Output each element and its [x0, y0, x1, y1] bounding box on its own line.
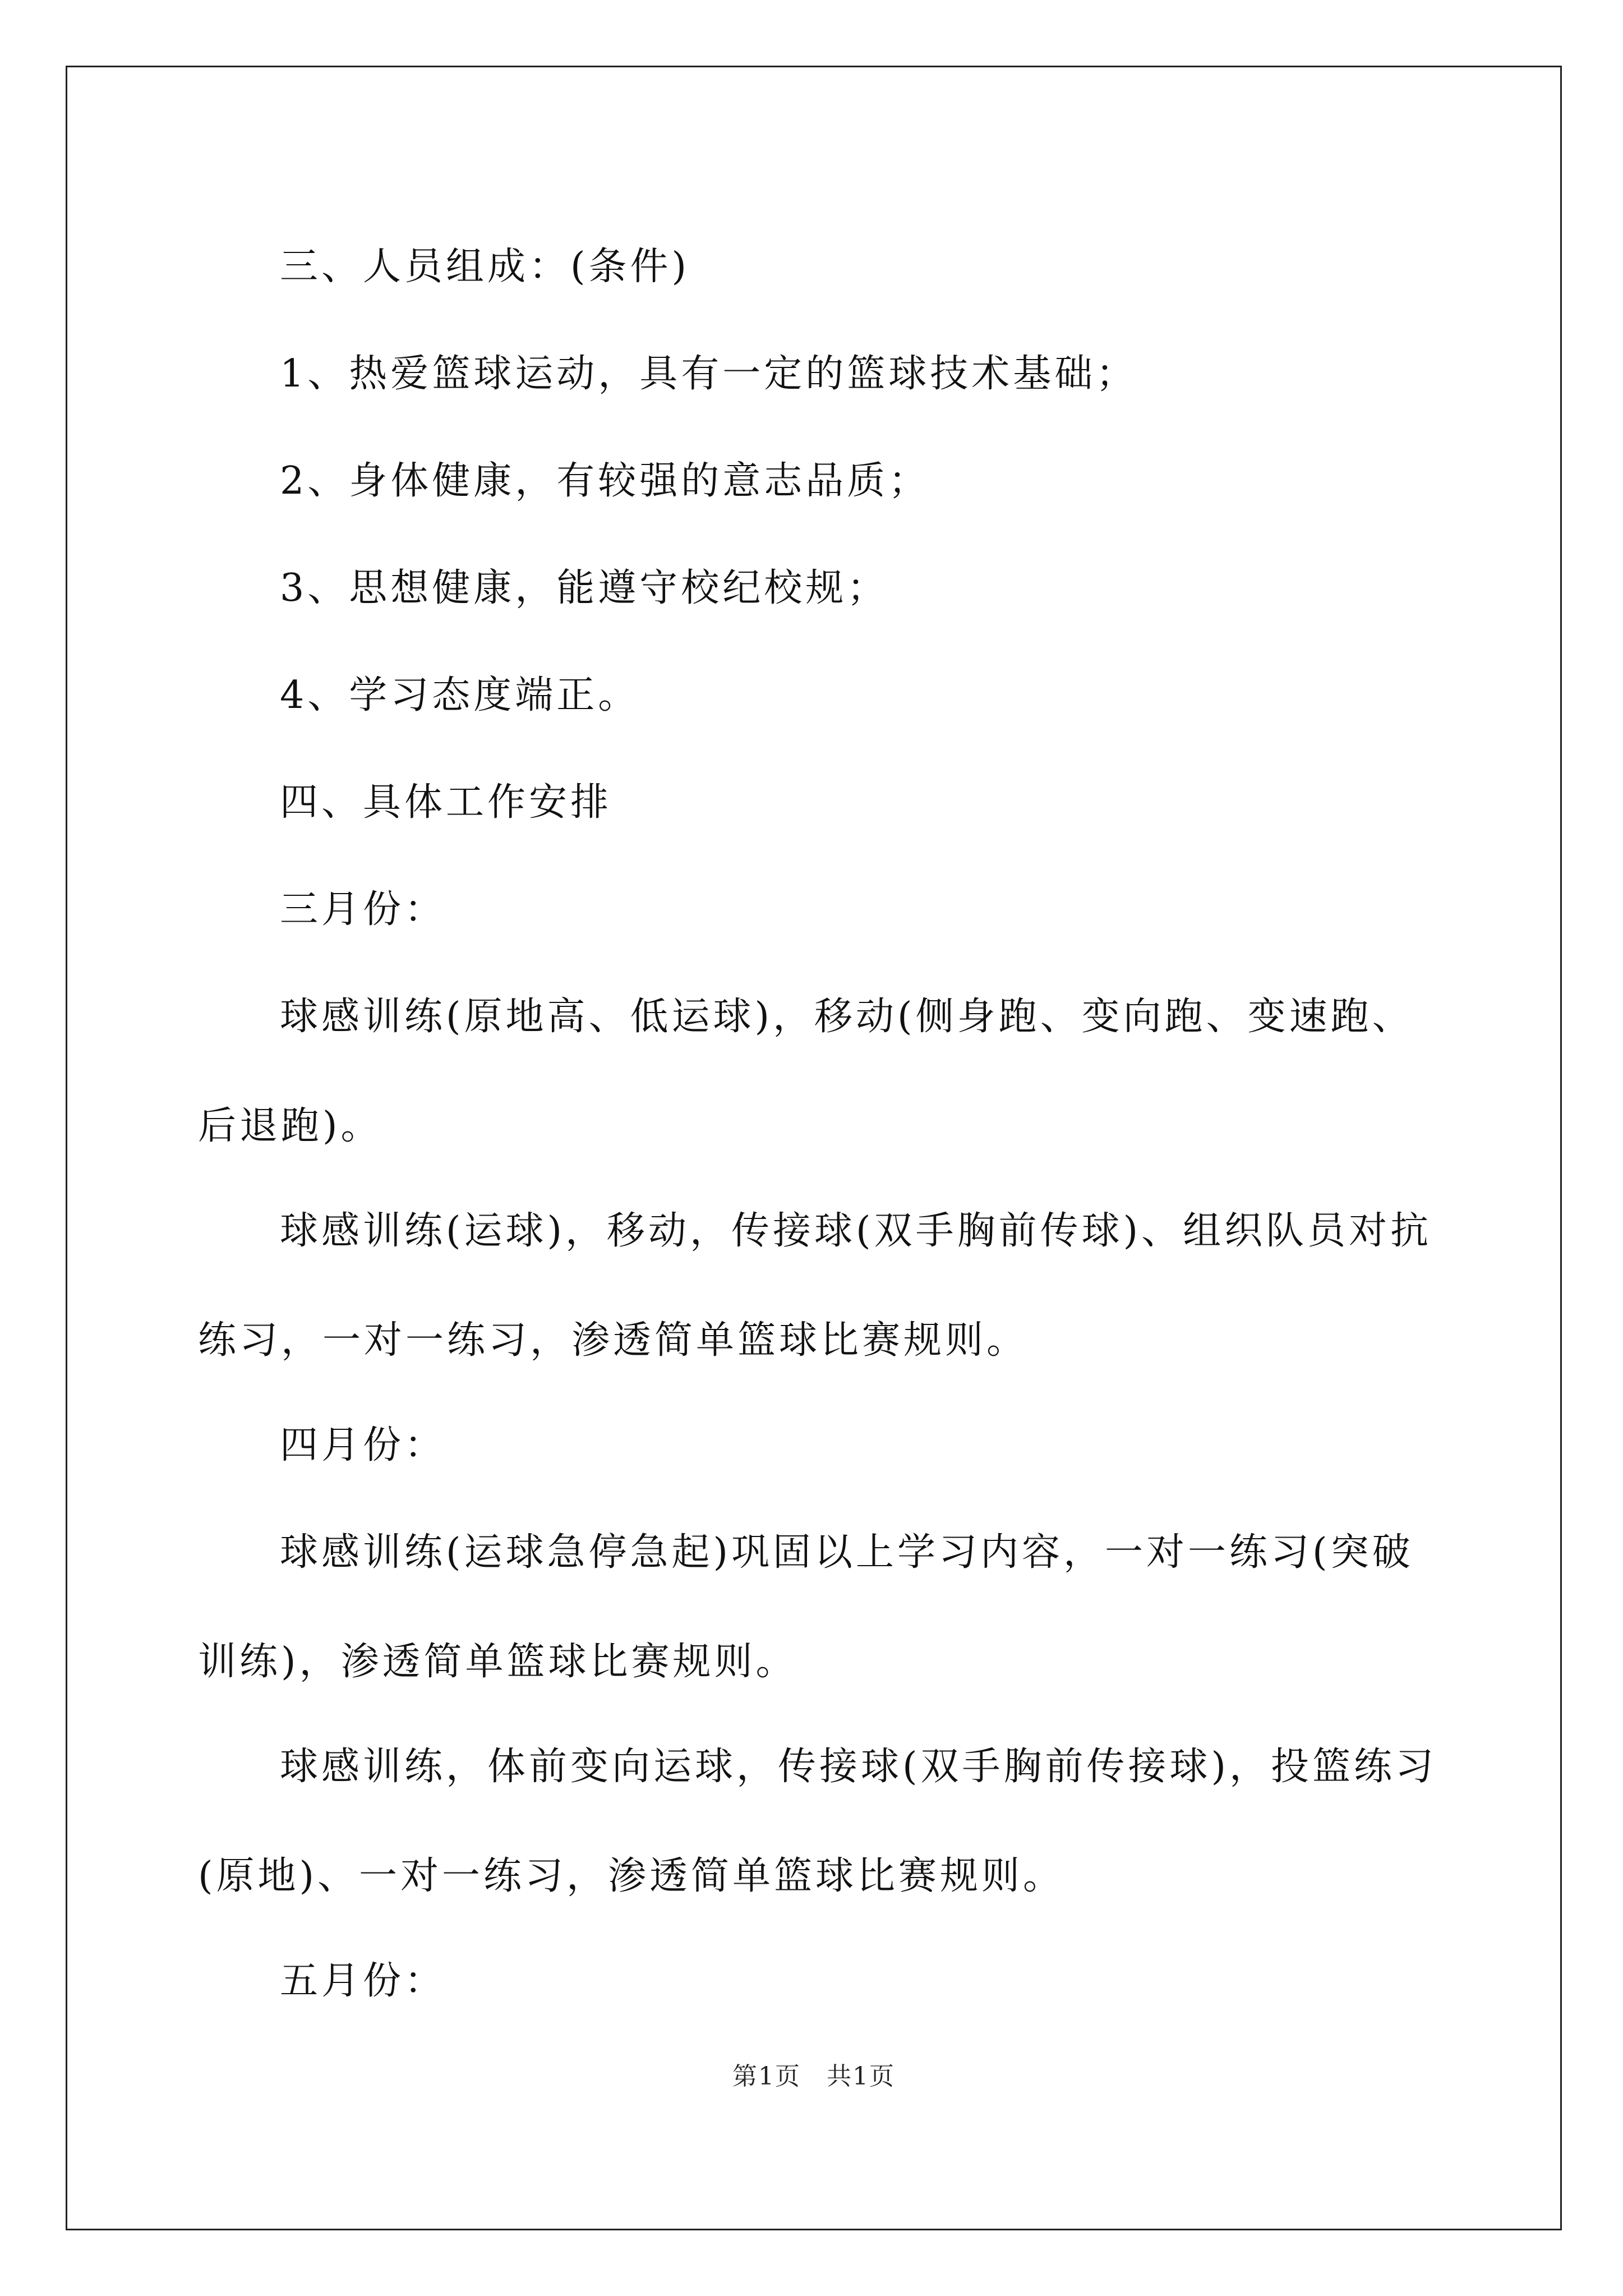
list-item: 3、思想健康，能遵守校纪校规； — [280, 566, 889, 610]
list-item: 1、热爱篮球运动，具有一定的篮球技术基础； — [280, 352, 1138, 396]
section-heading-schedule: 四、具体工作安排 — [280, 780, 612, 825]
paragraph: 球感训练，体前变向运球，传接球(双手胸前传接球)，投篮练习(原地)、一对一练习，渗透简单篮球比赛规则。 — [198, 1745, 1437, 1898]
month-heading-march: 三月份： — [280, 887, 446, 932]
month-heading-april: 四月份： — [280, 1423, 446, 1467]
month-heading-may: 五月份： — [280, 1959, 446, 2003]
list-item: 4、学习态度端正。 — [280, 673, 640, 717]
paragraph: 球感训练(运球急停急起)巩固以上学习内容，一对一练习(突破训练)，渗透简单篮球比赛规则。 — [198, 1530, 1414, 1684]
paragraph: 球感训练(原地高、低运球)，移动(侧身跑、变向跑、变速跑、后退跑)。 — [198, 995, 1414, 1148]
list-item: 2、身体健康，有较强的意志品质； — [280, 459, 930, 503]
document-body — [67, 67, 1560, 2229]
paragraph: 球感训练(运球)，移动，传接球(双手胸前传球)、组织队员对抗练习，一对一练习，渗透简单篮球比赛规则。 — [198, 1209, 1432, 1363]
section-heading-personnel: 三、人员组成：(条件) — [280, 245, 690, 289]
page-number-footer: 第1页 共1页 — [732, 2062, 895, 2091]
page-frame — [66, 66, 1562, 2230]
